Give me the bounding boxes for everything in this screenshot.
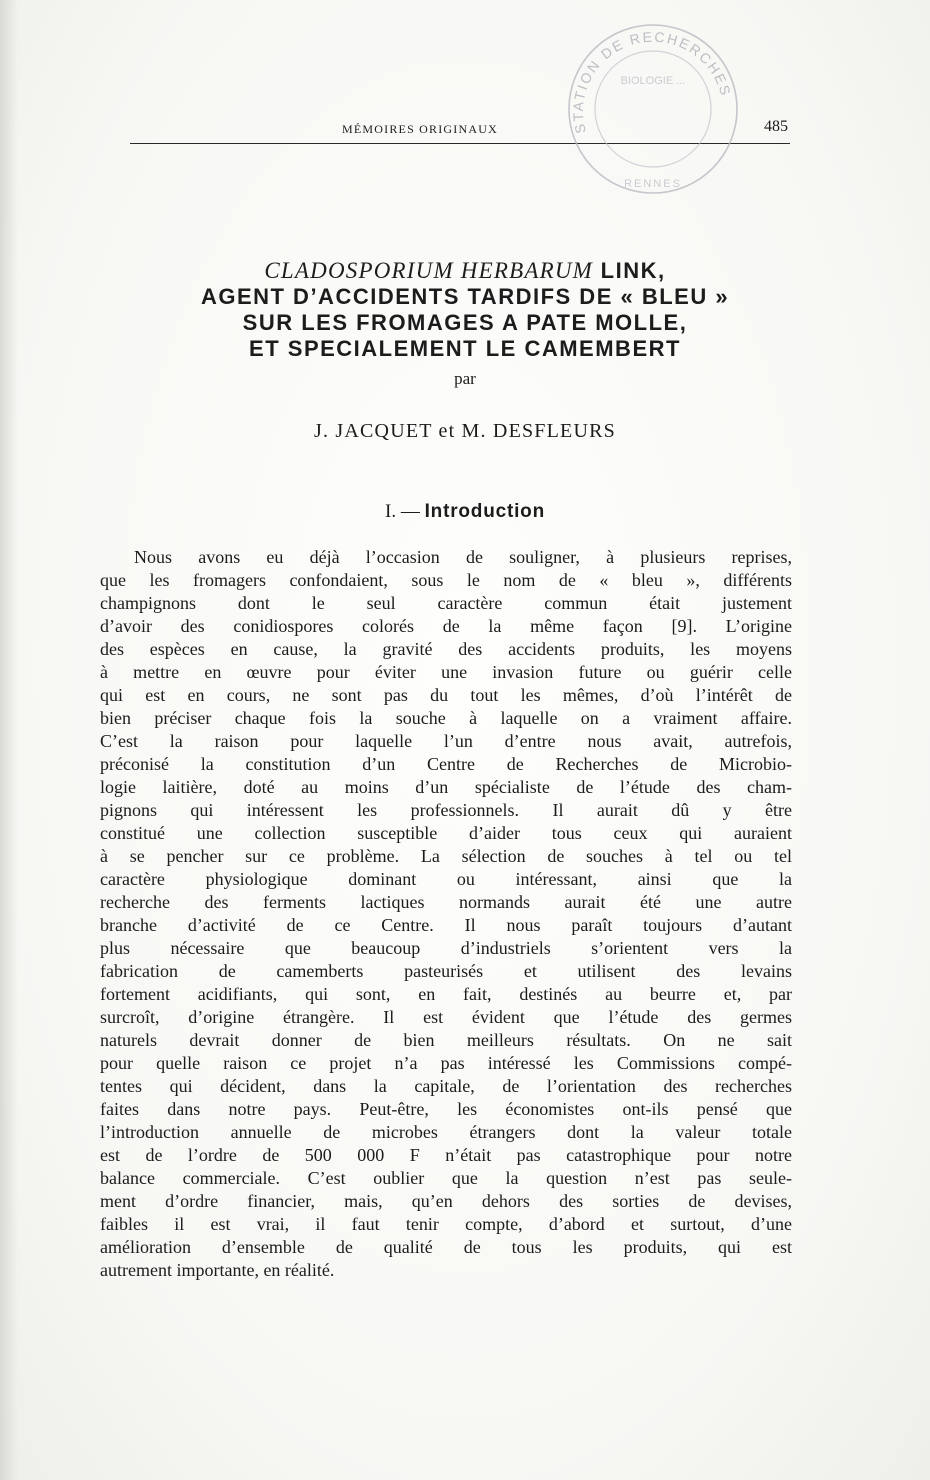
body-line: fabrication de camemberts pasteurisés et utilisent des levains xyxy=(100,961,792,981)
body-line: fortement acidifiants, qui sont, en fait, destinés au beurre et, par xyxy=(100,984,792,1004)
library-stamp xyxy=(566,22,740,196)
body-line: qui est en cours, ne sont pas du tout les mêmes, d’où l’intérêt de xyxy=(100,685,792,705)
body-line: surcroît, d’origine étrangère. Il est évident que l’étude des germes xyxy=(100,1007,792,1027)
byline-par: par xyxy=(454,369,476,388)
body-line: des espèces en cause, la gravité des accidents produits, les moyens xyxy=(100,639,792,659)
body-line: tentes qui décident, dans la capitale, de l’orientation des recherches xyxy=(100,1076,792,1096)
title-line-2: AGENT D’ACCIDENTS TARDIFS DE « BLEU » xyxy=(200,284,730,309)
body-line: recherche des ferments lactiques normands aurait été une autre xyxy=(100,892,792,912)
body-line: est de l’ordre de 500 000 F n’était pas catastrophique pour notre xyxy=(100,1145,792,1165)
title-species: CLADOSPORIUM HERBARUM xyxy=(264,258,594,283)
stamp-inner-text: BIOLOGIE ... xyxy=(620,75,686,87)
running-head: MÉMOIRES ORIGINAUX xyxy=(342,122,498,136)
section-number: I. — xyxy=(385,501,420,522)
body-line: faites dans notre pays. Peut-être, les économistes ont-ils pensé que xyxy=(100,1099,792,1119)
body-line: caractère physiologique dominant ou intéressant, ainsi que la xyxy=(100,869,792,889)
page-number: 485 xyxy=(764,118,788,135)
title-line-1 xyxy=(100,258,830,284)
authors: J. JACQUET et M. DESFLEURS xyxy=(314,420,616,442)
body-line: faibles il est vrai, il faut tenir compte, d’abord et surtout, d’une xyxy=(100,1214,792,1234)
body-line: naturels devrait donner de bien meilleurs résultats. On ne sait xyxy=(100,1030,792,1050)
body-line: à se pencher sur ce problème. La sélection de souches à tel ou tel xyxy=(100,846,792,866)
stamp-city: RENNES xyxy=(624,178,682,190)
body-line: Nous avons eu déjà l’occasion de souligner, à plusieurs reprises, xyxy=(134,547,792,567)
body-line: autrement importante, en réalité. xyxy=(100,1260,335,1280)
body-line: champignons dont le seul caractère commun était justement xyxy=(100,593,792,613)
scan-edge-shadow xyxy=(0,0,18,1480)
body-line: C’est la raison pour laquelle l’un d’entre nous avait, autrefois, xyxy=(100,731,792,751)
body-line: ment d’ordre financier, mais, qu’en dehors des sorties de devises, xyxy=(100,1191,792,1211)
body-line: à mettre en œuvre pour éviter une invasion future ou guérir celle xyxy=(100,662,792,682)
body-line: pignons qui intéressent les professionnels. Il aurait dû y être xyxy=(100,800,792,820)
title-line-3: SUR LES FROMAGES A PATE MOLLE, xyxy=(242,310,688,335)
stamp-ring-text: STATION DE RECHERCHES xyxy=(569,28,735,135)
body-line: plus nécessaire que beaucoup d’industriels s’orientent vers la xyxy=(100,938,792,958)
body-line: logie laitière, doté au moins d’un spécialiste de l’étude des cham- xyxy=(100,777,792,797)
body-line: que les fromagers confondaient, sous le nom de « bleu », différents xyxy=(100,570,792,590)
body-line: amélioration d’ensemble de qualité de tous les produits, qui est xyxy=(100,1237,792,1257)
title-line-4: ET SPECIALEMENT LE CAMEMBERT xyxy=(249,336,681,361)
title-authority: LINK, xyxy=(600,258,666,283)
article-title xyxy=(100,258,830,362)
body-line: d’avoir des conidiospores colorés de la même façon [9]. L’origine xyxy=(100,616,792,636)
body-line: préconisé la constitution d’un Centre de Recherches de Microbio- xyxy=(100,754,792,774)
body-line: branche d’activité de ce Centre. Il nous paraît toujours d’autant xyxy=(100,915,792,935)
section-heading xyxy=(0,501,930,523)
body-line: pour quelle raison ce projet n’a pas intéressé les Commissions compé- xyxy=(100,1053,792,1073)
section-title: Introduction xyxy=(424,501,545,522)
body-line: bien préciser chaque fois la souche à laquelle on a vraiment affaire. xyxy=(100,708,792,728)
body-line: l’introduction annuelle de microbes étrangers dont la valeur totale xyxy=(100,1122,792,1142)
body-line: constitué une collection susceptible d’aider tous ceux qui auraient xyxy=(100,823,792,843)
body-line: balance commerciale. C’est oublier que la question n’est pas seule- xyxy=(100,1168,792,1188)
body-paragraph xyxy=(100,546,792,1282)
